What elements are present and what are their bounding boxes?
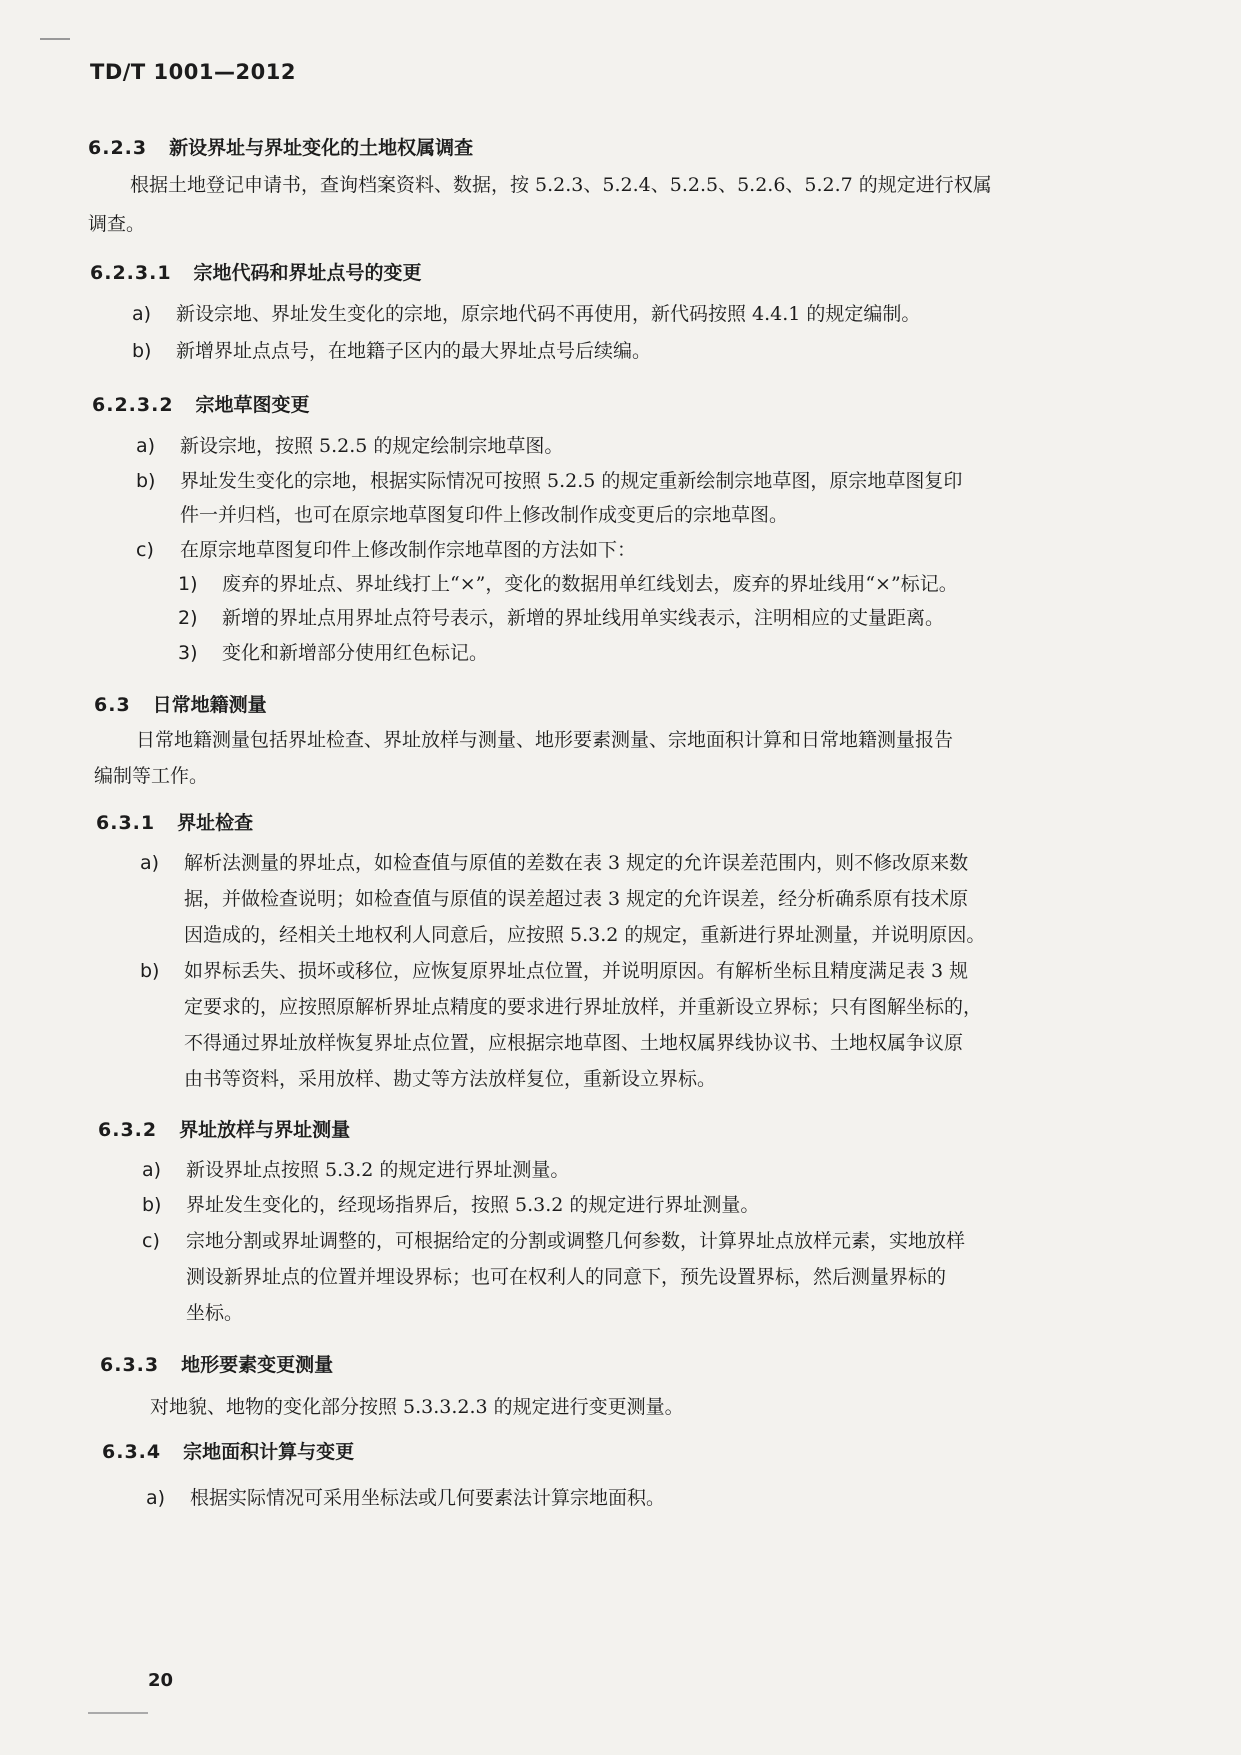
heading-6-2-3-1 [90, 258, 422, 285]
paragraph-line: 编制等工作。 [94, 765, 209, 787]
page-number: 20 [148, 1670, 174, 1691]
list-text: 如界标丢失、损坏或移位，应恢复原界址点位置，并说明原因。有解析坐标且精度满足表 3 规 [184, 960, 969, 982]
list-text: 据，并做检查说明；如检查值与原值的误差超过表 3 规定的允许误差，经分析确系原有技术原 [184, 888, 969, 910]
list-text: 定要求的，应按照原解析界址点精度的要求进行界址放样，并重新设立界标；只有图解坐标的， [184, 996, 983, 1018]
list-text: 测设新界址点的位置并埋设界标；也可在权利人的同意下，预先设置界标，然后测量界标的 [186, 1266, 947, 1288]
heading-6-3-1 [96, 808, 253, 835]
heading-6-2-3-2 [92, 390, 310, 417]
list-text: 新增的界址点用界址点符号表示，新增的界址线用单实线表示，注明相应的丈量距离。 [222, 607, 945, 629]
list-text: 因造成的，经相关土地权利人同意后，应按照 5.3.2 的规定，重新进行界址测量，并说明原因。 [184, 924, 986, 946]
section-title: 宗地面积计算与变更 [183, 1441, 355, 1463]
list-text: 界址发生变化的，经现场指界后，按照 5.3.2 的规定进行界址测量。 [186, 1194, 760, 1216]
list-label: b) [132, 340, 152, 362]
section-number: 6.3 [94, 694, 131, 716]
list-label: a) [140, 852, 160, 874]
list-text: 废弃的界址点、界址线打上“×”，变化的数据用单红线划去，废弃的界址线用“×”标记。 [222, 573, 958, 595]
heading-6-3-3 [100, 1350, 333, 1377]
standard-code: TD/T 1001—2012 [90, 60, 296, 84]
header-rule [40, 38, 70, 40]
section-title: 界址检查 [177, 812, 254, 834]
list-label: c) [142, 1230, 160, 1252]
list-label: a) [146, 1487, 166, 1509]
paragraph-line: 调查。 [88, 213, 146, 235]
list-text: 解析法测量的界址点，如检查值与原值的差数在表 3 规定的允许误差范围内，则不修改原来数 [184, 852, 969, 874]
list-label: b) [136, 470, 156, 492]
list-text: 根据实际情况可采用坐标法或几何要素法计算宗地面积。 [190, 1487, 666, 1509]
section-number: 6.3.3 [100, 1354, 160, 1376]
list-text: 新设宗地，按照 5.2.5 的规定绘制宗地草图。 [180, 435, 564, 457]
section-title: 新设界址与界址变化的土地权属调查 [169, 137, 474, 159]
section-number: 6.2.3.2 [92, 394, 174, 416]
list-text: 界址发生变化的宗地，根据实际情况可按照 5.2.5 的规定重新绘制宗地草图，原宗地草图复印 [180, 470, 963, 492]
heading-6-3-4 [102, 1437, 354, 1464]
list-text: 新设界址点按照 5.3.2 的规定进行界址测量。 [186, 1159, 570, 1181]
section-number: 6.2.3 [88, 137, 148, 159]
section-title: 宗地草图变更 [195, 394, 310, 416]
list-label: b) [142, 1194, 162, 1216]
section-number: 6.3.4 [102, 1441, 162, 1463]
list-text: 变化和新增部分使用红色标记。 [222, 642, 489, 664]
list-text: 不得通过界址放样恢复界址点位置，应根据宗地草图、土地权属界线协议书、土地权属争议原 [184, 1032, 964, 1054]
section-number: 6.3.2 [98, 1119, 158, 1141]
list-text: 由书等资料，采用放样、勘丈等方法放样复位，重新设立界标。 [184, 1068, 717, 1090]
heading-6-2-3 [88, 133, 473, 160]
list-label: 3) [178, 642, 198, 664]
heading-6-3-2 [98, 1115, 350, 1142]
list-label: 2) [178, 607, 198, 629]
section-title: 界址放样与界址测量 [179, 1119, 351, 1141]
heading-6-3 [94, 690, 267, 717]
list-label: a) [132, 303, 152, 325]
section-title: 日常地籍测量 [152, 694, 267, 716]
paragraph-line: 对地貌、地物的变化部分按照 5.3.3.2.3 的规定进行变更测量。 [150, 1396, 684, 1418]
list-text: 宗地分割或界址调整的，可根据给定的分割或调整几何参数，计算界址点放样元素，实地放样 [186, 1230, 966, 1252]
section-number: 6.2.3.1 [90, 262, 172, 284]
paragraph-line: 日常地籍测量包括界址检查、界址放样与测量、地形要素测量、宗地面积计算和日常地籍测量报告 [136, 729, 954, 751]
section-number: 6.3.1 [96, 812, 156, 834]
footer-rule [88, 1712, 148, 1714]
list-label: b) [140, 960, 160, 982]
list-text: 新增界址点点号，在地籍子区内的最大界址点号后续编。 [176, 340, 652, 362]
list-text: 在原宗地草图复印件上修改制作宗地草图的方法如下： [180, 539, 637, 561]
list-text: 坐标。 [186, 1302, 244, 1324]
paragraph-line: 根据土地登记申请书，查询档案资料、数据，按 5.2.3、5.2.4、5.2.5、5.2.6、5.2.7 的规定进行权属 [130, 174, 992, 196]
list-text: 新设宗地、界址发生变化的宗地，原宗地代码不再使用，新代码按照 4.4.1 的规定编制。 [176, 303, 921, 325]
section-title: 宗地代码和界址点号的变更 [193, 262, 422, 284]
list-label: a) [136, 435, 156, 457]
section-title: 地形要素变更测量 [181, 1354, 334, 1376]
list-label: c) [136, 539, 154, 561]
list-label: a) [142, 1159, 162, 1181]
list-text: 件一并归档，也可在原宗地草图复印件上修改制作成变更后的宗地草图。 [180, 504, 789, 526]
list-label: 1) [178, 573, 198, 595]
